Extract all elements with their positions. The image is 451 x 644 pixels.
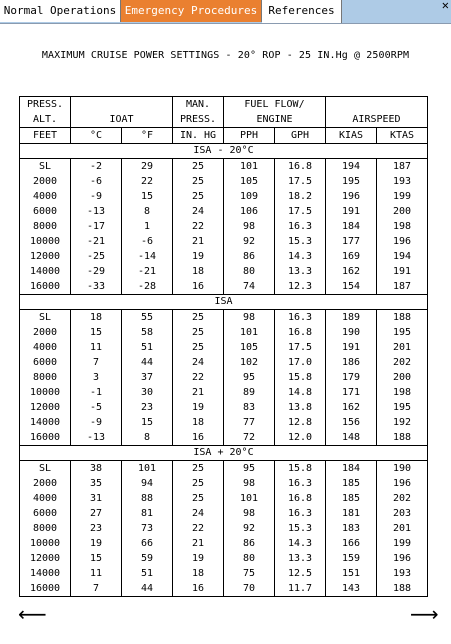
table-cell: 196 — [377, 551, 428, 566]
section-label: ISA + 20°C — [20, 446, 428, 461]
table-cell: 25 — [173, 340, 224, 355]
table-cell: 198 — [377, 219, 428, 234]
table-row — [20, 249, 428, 264]
table-cell: 38 — [71, 461, 122, 477]
table-cell: 14000 — [20, 566, 71, 581]
table-cell: 18 — [173, 415, 224, 430]
table-cell: 86 — [224, 249, 275, 264]
table-cell: -17 — [71, 219, 122, 234]
table-cell: 188 — [377, 430, 428, 446]
table-cell: 25 — [173, 325, 224, 340]
table-cell: 13.3 — [275, 551, 326, 566]
table-cell: 25 — [173, 491, 224, 506]
table-cell: 184 — [326, 219, 377, 234]
table-cell: -13 — [71, 430, 122, 446]
table-cell: 193 — [377, 174, 428, 189]
table-cell: 4000 — [20, 491, 71, 506]
table-cell: -33 — [71, 279, 122, 295]
table-cell: 194 — [326, 159, 377, 175]
table-cell: 4000 — [20, 189, 71, 204]
table-cell: 15 — [122, 415, 173, 430]
table-cell: 186 — [326, 355, 377, 370]
table-cell: 196 — [377, 476, 428, 491]
table-cell: 12.0 — [275, 430, 326, 446]
table-cell: 72 — [224, 430, 275, 446]
table-cell: 159 — [326, 551, 377, 566]
table-cell: 21 — [173, 234, 224, 249]
table-cell: 86 — [224, 536, 275, 551]
table-cell: 193 — [377, 566, 428, 581]
table-cell: 203 — [377, 506, 428, 521]
table-cell: -29 — [71, 264, 122, 279]
table-cell: 187 — [377, 159, 428, 175]
header-blank-airspeed — [326, 97, 428, 113]
table-cell: 27 — [71, 506, 122, 521]
table-cell: 101 — [224, 491, 275, 506]
table-cell: 11.7 — [275, 581, 326, 597]
table-cell: 98 — [224, 310, 275, 326]
table-cell: 201 — [377, 521, 428, 536]
table-cell: SL — [20, 159, 71, 175]
tab-bar — [0, 0, 451, 24]
table-cell: -9 — [71, 415, 122, 430]
table-cell: 14000 — [20, 264, 71, 279]
table-cell: -25 — [71, 249, 122, 264]
table-cell: SL — [20, 461, 71, 477]
table-row — [20, 430, 428, 446]
table-cell: 23 — [122, 400, 173, 415]
table-cell: 19 — [173, 249, 224, 264]
table-cell: 58 — [122, 325, 173, 340]
table-row — [20, 264, 428, 279]
table-cell: 179 — [326, 370, 377, 385]
table-cell: 2000 — [20, 174, 71, 189]
table-cell: 6000 — [20, 355, 71, 370]
table-row — [20, 491, 428, 506]
section-label: ISA — [20, 295, 428, 310]
tab-emergency-procedures[interactable]: Emergency Procedures — [121, 0, 262, 22]
table-cell: 16 — [173, 430, 224, 446]
table-cell: 194 — [377, 249, 428, 264]
table-cell: 181 — [326, 506, 377, 521]
table-cell: 12000 — [20, 249, 71, 264]
table-cell: 13.8 — [275, 400, 326, 415]
table-cell: 12000 — [20, 551, 71, 566]
table-cell: 81 — [122, 506, 173, 521]
table-cell: 169 — [326, 249, 377, 264]
table-cell: 151 — [326, 566, 377, 581]
table-cell: 8000 — [20, 370, 71, 385]
table-cell: 10000 — [20, 385, 71, 400]
table-cell: -6 — [122, 234, 173, 249]
table-cell: 25 — [173, 174, 224, 189]
table-cell: 191 — [326, 204, 377, 219]
table-cell: 18 — [173, 566, 224, 581]
table-cell: 195 — [377, 325, 428, 340]
table-cell: 162 — [326, 400, 377, 415]
table-cell: 17.0 — [275, 355, 326, 370]
table-row — [20, 325, 428, 340]
table-cell: 66 — [122, 536, 173, 551]
table-cell: 8 — [122, 204, 173, 219]
prev-page-arrow-icon[interactable]: ⟵ — [18, 602, 47, 626]
table-cell: 16000 — [20, 279, 71, 295]
table-cell: 7 — [71, 355, 122, 370]
table-row — [20, 461, 428, 477]
table-cell: 196 — [326, 189, 377, 204]
header-unit-kias: KIAS — [326, 128, 377, 144]
page-title: MAXIMUM CRUISE POWER SETTINGS - 20° ROP - 25 IN.Hg @ 2500RPM — [41, 50, 410, 61]
table-row — [20, 234, 428, 249]
table-cell: 16.3 — [275, 219, 326, 234]
table-cell: 143 — [326, 581, 377, 597]
table-cell: 184 — [326, 461, 377, 477]
table-cell: 24 — [173, 506, 224, 521]
table-cell: 191 — [377, 264, 428, 279]
table-cell: 17.5 — [275, 174, 326, 189]
table-cell: 25 — [173, 476, 224, 491]
table-cell: 105 — [224, 340, 275, 355]
table-row — [20, 506, 428, 521]
table-cell: 16.3 — [275, 310, 326, 326]
table-row — [20, 355, 428, 370]
close-icon[interactable]: ✕ — [441, 0, 449, 12]
table-row — [20, 415, 428, 430]
table-cell: 51 — [122, 340, 173, 355]
table-cell: 190 — [326, 325, 377, 340]
table-cell: 154 — [326, 279, 377, 295]
table-cell: 17.5 — [275, 340, 326, 355]
tab-normal-operations[interactable]: Normal Operations — [0, 0, 121, 22]
section-label: ISA - 20°C — [20, 144, 428, 159]
table-cell: 16.8 — [275, 325, 326, 340]
table-cell: 98 — [224, 476, 275, 491]
table-cell: 18 — [71, 310, 122, 326]
header-engine: ENGINE — [224, 112, 326, 128]
table-row — [20, 581, 428, 597]
table-cell: 30 — [122, 385, 173, 400]
table-cell: 2000 — [20, 476, 71, 491]
table-cell: 196 — [377, 234, 428, 249]
table-cell: 73 — [122, 521, 173, 536]
table-cell: 15.8 — [275, 370, 326, 385]
table-cell: 101 — [122, 461, 173, 477]
table-cell: 25 — [173, 310, 224, 326]
table-cell: 14000 — [20, 415, 71, 430]
table-cell: -21 — [71, 234, 122, 249]
table-cell: 1 — [122, 219, 173, 234]
table-cell: 105 — [224, 174, 275, 189]
table-cell: 14.8 — [275, 385, 326, 400]
header-unit-f: °F — [122, 128, 173, 144]
header-unit-c: °C — [71, 128, 122, 144]
header-ioat: IOAT — [71, 112, 173, 128]
table-cell: 83 — [224, 400, 275, 415]
table-cell: 8000 — [20, 219, 71, 234]
table-cell: -28 — [122, 279, 173, 295]
table-cell: 29 — [122, 159, 173, 175]
table-cell: 162 — [326, 264, 377, 279]
cruise-power-table — [19, 96, 428, 597]
table-cell: 51 — [122, 566, 173, 581]
table-cell: 95 — [224, 370, 275, 385]
table-cell: 177 — [326, 234, 377, 249]
table-cell: 183 — [326, 521, 377, 536]
table-cell: 98 — [224, 219, 275, 234]
table-cell: 15.8 — [275, 461, 326, 477]
table-row — [20, 340, 428, 355]
table-cell: 102 — [224, 355, 275, 370]
table-cell: 15.3 — [275, 521, 326, 536]
header-unit-inhg: IN. HG — [173, 128, 224, 144]
table-cell: 25 — [173, 159, 224, 175]
table-cell: 201 — [377, 340, 428, 355]
table-row — [20, 551, 428, 566]
table-cell: 187 — [377, 279, 428, 295]
table-cell: 80 — [224, 551, 275, 566]
table-row — [20, 536, 428, 551]
table-cell: -9 — [71, 189, 122, 204]
table-cell: 89 — [224, 385, 275, 400]
table-cell: 35 — [71, 476, 122, 491]
table-cell: SL — [20, 310, 71, 326]
table-cell: 92 — [224, 234, 275, 249]
table-cell: 75 — [224, 566, 275, 581]
table-row — [20, 566, 428, 581]
table-cell: -14 — [122, 249, 173, 264]
table-cell: 19 — [173, 400, 224, 415]
table-cell: -5 — [71, 400, 122, 415]
table-cell: 16.8 — [275, 491, 326, 506]
table-cell: 101 — [224, 159, 275, 175]
table-cell: 44 — [122, 581, 173, 597]
table-row — [20, 476, 428, 491]
table-cell: 37 — [122, 370, 173, 385]
table-cell: 15 — [122, 189, 173, 204]
table-cell: 14.3 — [275, 249, 326, 264]
table-cell: 12.5 — [275, 566, 326, 581]
header-fuel-flow: FUEL FLOW/ — [224, 97, 326, 113]
table-row — [20, 370, 428, 385]
table-row — [20, 174, 428, 189]
table-cell: 25 — [173, 461, 224, 477]
table-cell: 106 — [224, 204, 275, 219]
table-row — [20, 385, 428, 400]
table-cell: 22 — [122, 174, 173, 189]
table-cell: 14.3 — [275, 536, 326, 551]
table-row — [20, 400, 428, 415]
table-cell: 2000 — [20, 325, 71, 340]
table-cell: 109 — [224, 189, 275, 204]
table-cell: 98 — [224, 506, 275, 521]
table-cell: -1 — [71, 385, 122, 400]
table-cell: 202 — [377, 491, 428, 506]
table-cell: 148 — [326, 430, 377, 446]
table-cell: 4000 — [20, 340, 71, 355]
table-cell: 185 — [326, 476, 377, 491]
table-cell: 15 — [71, 551, 122, 566]
table-cell: 185 — [326, 491, 377, 506]
table-cell: 16000 — [20, 581, 71, 597]
table-cell: 17.5 — [275, 204, 326, 219]
table-cell: 16000 — [20, 430, 71, 446]
header-alt: ALT. — [20, 112, 71, 128]
table-row — [20, 204, 428, 219]
table-cell: 16.3 — [275, 506, 326, 521]
table-cell: 77 — [224, 415, 275, 430]
table-cell: 94 — [122, 476, 173, 491]
table-cell: -13 — [71, 204, 122, 219]
table-cell: 8 — [122, 430, 173, 446]
section-header-row — [20, 295, 428, 310]
table-cell: 74 — [224, 279, 275, 295]
table-row — [20, 159, 428, 175]
table-cell: 16.8 — [275, 159, 326, 175]
table-cell: 16 — [173, 581, 224, 597]
table-cell: 19 — [173, 551, 224, 566]
header-press2: PRESS. — [173, 112, 224, 128]
table-cell: 59 — [122, 551, 173, 566]
table-cell: 195 — [377, 400, 428, 415]
table-cell: 16 — [173, 279, 224, 295]
table-cell: 198 — [377, 385, 428, 400]
table-cell: 10000 — [20, 234, 71, 249]
table-cell: 22 — [173, 370, 224, 385]
header-unit-gph: GPH — [275, 128, 326, 144]
header-airspeed: AIRSPEED — [326, 112, 428, 128]
table-cell: 188 — [377, 310, 428, 326]
table-cell: 191 — [326, 340, 377, 355]
header-unit-pph: PPH — [224, 128, 275, 144]
table-cell: 189 — [326, 310, 377, 326]
table-row — [20, 219, 428, 234]
table-cell: 16.3 — [275, 476, 326, 491]
table-cell: 12.8 — [275, 415, 326, 430]
table-cell: 156 — [326, 415, 377, 430]
table-cell: -21 — [122, 264, 173, 279]
table-cell: 199 — [377, 536, 428, 551]
table-cell: 88 — [122, 491, 173, 506]
table-cell: 10000 — [20, 536, 71, 551]
table-cell: 101 — [224, 325, 275, 340]
header-blank-ioat — [71, 97, 173, 113]
table-row — [20, 310, 428, 326]
header-unit-ktas: KTAS — [377, 128, 428, 144]
table-cell: 31 — [71, 491, 122, 506]
table-cell: 80 — [224, 264, 275, 279]
table-cell: 199 — [377, 189, 428, 204]
table-cell: 92 — [224, 521, 275, 536]
table-cell: 6000 — [20, 506, 71, 521]
table-row — [20, 279, 428, 295]
header-press: PRESS. — [20, 97, 71, 113]
section-header-row — [20, 446, 428, 461]
table-cell: 188 — [377, 581, 428, 597]
table-cell: 95 — [224, 461, 275, 477]
header-unit-feet: FEET — [20, 128, 71, 144]
table-cell: 15 — [71, 325, 122, 340]
table-cell: 21 — [173, 385, 224, 400]
table-cell: 171 — [326, 385, 377, 400]
table-cell: 25 — [173, 189, 224, 204]
table-row — [20, 189, 428, 204]
table-cell: 7 — [71, 581, 122, 597]
next-page-arrow-icon[interactable]: ⟶ — [410, 602, 439, 626]
tab-references[interactable]: References — [262, 0, 342, 23]
table-cell: 11 — [71, 340, 122, 355]
table-cell: 44 — [122, 355, 173, 370]
table-cell: 18 — [173, 264, 224, 279]
table-cell: 21 — [173, 536, 224, 551]
section-header-row — [20, 144, 428, 159]
table-cell: 3 — [71, 370, 122, 385]
table-cell: 11 — [71, 566, 122, 581]
table-row — [20, 521, 428, 536]
table-cell: 55 — [122, 310, 173, 326]
table-cell: 15.3 — [275, 234, 326, 249]
table-cell: 190 — [377, 461, 428, 477]
table-cell: -6 — [71, 174, 122, 189]
table-cell: 13.3 — [275, 264, 326, 279]
table-cell: 166 — [326, 536, 377, 551]
table-cell: 24 — [173, 204, 224, 219]
table-cell: 202 — [377, 355, 428, 370]
table-cell: 19 — [71, 536, 122, 551]
table-cell: 195 — [326, 174, 377, 189]
table-cell: 18.2 — [275, 189, 326, 204]
table-cell: 8000 — [20, 521, 71, 536]
table-cell: 23 — [71, 521, 122, 536]
table-cell: 200 — [377, 370, 428, 385]
table-cell: 6000 — [20, 204, 71, 219]
table-cell: 22 — [173, 521, 224, 536]
header-man: MAN. — [173, 97, 224, 113]
table-cell: 70 — [224, 581, 275, 597]
table-cell: 12000 — [20, 400, 71, 415]
table-cell: -2 — [71, 159, 122, 175]
table-cell: 22 — [173, 219, 224, 234]
table-cell: 24 — [173, 355, 224, 370]
table-cell: 192 — [377, 415, 428, 430]
table-cell: 200 — [377, 204, 428, 219]
table-cell: 12.3 — [275, 279, 326, 295]
